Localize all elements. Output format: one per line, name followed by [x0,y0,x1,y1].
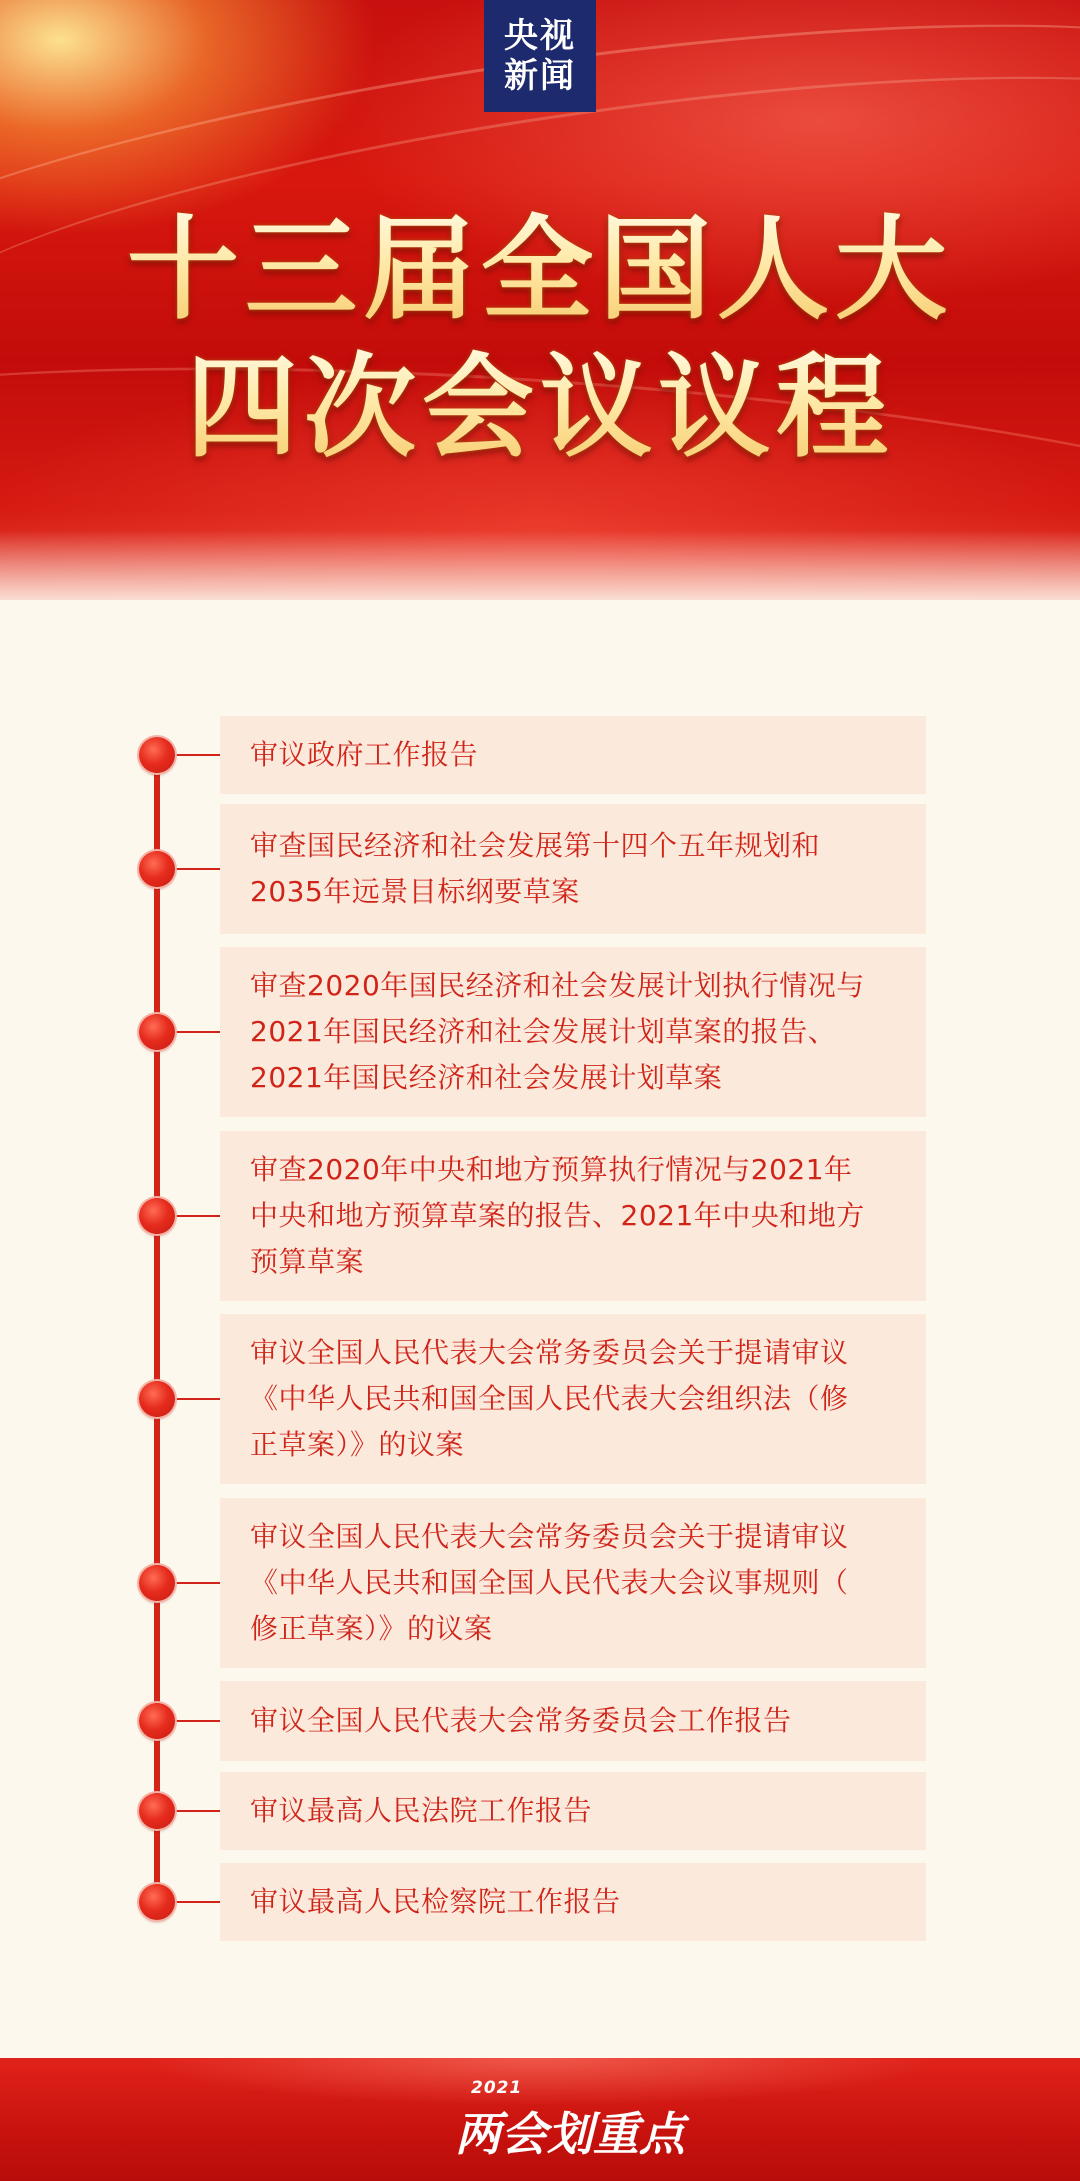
timeline-node [139,1014,175,1050]
agenda-item [220,947,926,1117]
footer-year: 2021 [471,2078,523,2098]
agenda-item-text [250,1330,849,1468]
agenda-item-line: 审议最高人民检察院工作报告 [250,1885,621,1918]
timeline-node [139,1884,175,1920]
agenda-item [220,1772,926,1850]
timeline-connector [175,1901,220,1903]
timeline-connector [175,1582,220,1584]
agenda-item-line: 审查国民经济和社会发展第十四个五年规划和 [250,829,821,862]
agenda-item-line: 《中华人民共和国全国人民代表大会组织法（修 [250,1382,849,1415]
page-title-line2: 四次会议议程 [0,338,1080,478]
agenda-item [220,1498,926,1668]
timeline-node [139,1565,175,1601]
agenda-item [220,1314,926,1484]
agenda-item-line: 审议全国人民代表大会常务委员会关于提请审议 [250,1520,849,1553]
timeline-connector [175,1398,220,1400]
agenda-item-line: 中央和地方预算草案的报告、2021年中央和地方 [250,1199,865,1232]
timeline-node [139,737,175,773]
agenda-item-line: 审查2020年中央和地方预算执行情况与2021年 [250,1153,853,1186]
timeline-connector [175,1215,220,1217]
agenda-item [220,1681,926,1761]
agenda-item [220,716,926,794]
timeline-connector [175,1720,220,1722]
logo-text-line1: 央视 [504,16,576,56]
timeline-connector [175,754,220,756]
timeline-node [139,1793,175,1829]
page-title-line1: 十三届全国人大 [0,200,1080,340]
agenda-item-line: 审议最高人民法院工作报告 [250,1794,593,1827]
agenda-item-line: 审议政府工作报告 [250,738,479,771]
agenda-item-line: 正草案）》的议案 [250,1428,465,1461]
agenda-item-line: 审议全国人民代表大会常务委员会关于提请审议 [250,1336,849,1369]
timeline-connector [175,1810,220,1812]
agenda-item-text [250,1879,621,1925]
agenda-item-line: 审查2020年国民经济和社会发展计划执行情况与 [250,969,865,1002]
agenda-item-text [250,732,478,778]
agenda-item-text [250,1698,792,1744]
agenda-item-line: 审议全国人民代表大会常务委员会工作报告 [250,1704,792,1737]
timeline-node [139,1703,175,1739]
agenda-item-line: 《中华人民共和国全国人民代表大会议事规则（ [250,1566,849,1599]
agenda-item-line: 2021年国民经济和社会发展计划草案的报告、 [250,1015,837,1048]
agenda-item [220,1863,926,1941]
logo-text-line2: 新闻 [504,56,576,96]
agenda-item-line: 预算草案 [250,1245,365,1278]
agenda-item-line: 修正草案）》的议案 [250,1612,493,1645]
agenda-item-text [250,1514,849,1652]
footer-banner [0,2058,1080,2181]
timeline-node [139,851,175,887]
timeline-node [139,1381,175,1417]
agenda-item-text [250,823,820,915]
agenda-item-text [250,1147,865,1285]
agenda-item [220,804,926,934]
agenda-item-line: 2021年国民经济和社会发展计划草案 [250,1061,723,1094]
footer-slogan: 两会划重点 [455,2107,685,2161]
two-sessions-logo [455,2076,705,2166]
agenda-item-line: 2035年远景目标纲要草案 [250,875,580,908]
agenda-item-text [250,963,865,1101]
timeline-node [139,1198,175,1234]
timeline-connector [175,868,220,870]
agenda-item-text [250,1788,592,1834]
agenda-item [220,1131,926,1301]
timeline-connector [175,1031,220,1033]
